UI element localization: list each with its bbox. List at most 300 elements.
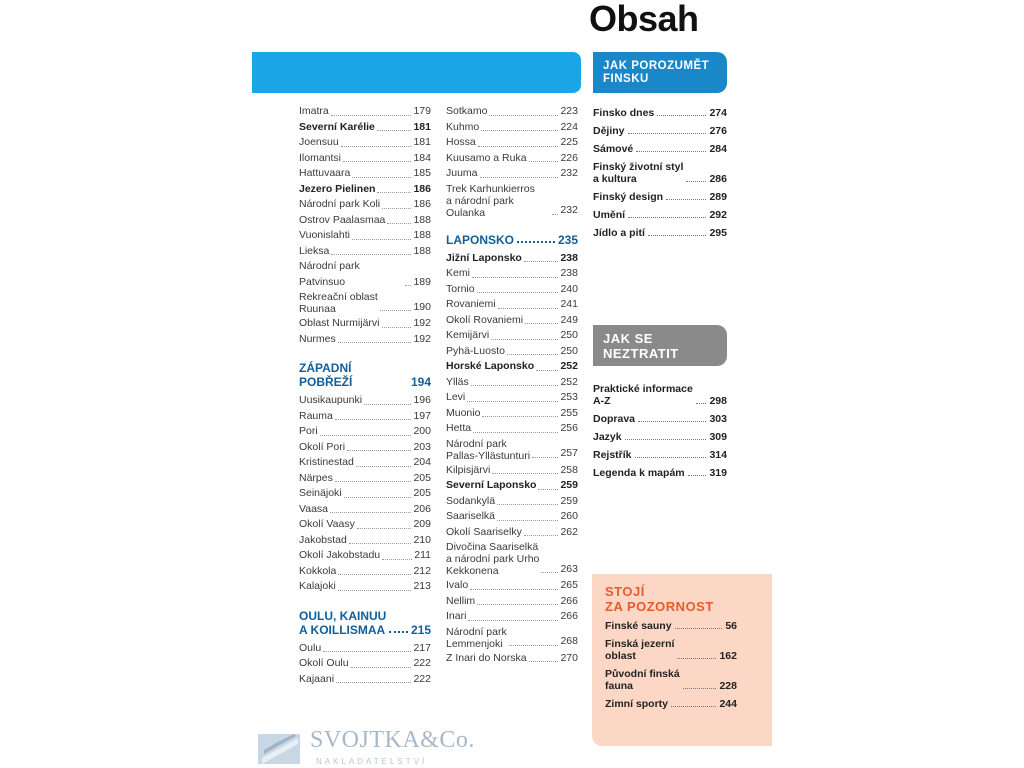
dot-leader — [481, 130, 558, 131]
toc-entry — [299, 135, 431, 151]
toc-entry-name: Uusikaupunki — [299, 394, 363, 406]
toc-entry-name: Ostrov Paalasmaa — [299, 213, 386, 226]
dot-leader — [498, 308, 559, 309]
toc-section-heading — [299, 609, 431, 637]
toc-entry-name: Rejstřík — [593, 449, 632, 461]
toc-entry-name: Rovaniemi — [446, 298, 496, 310]
dot-leader — [472, 277, 559, 278]
toc-entry — [446, 313, 578, 329]
toc-page-number: 252 — [560, 360, 578, 372]
toc-page-number: 185 — [413, 167, 431, 179]
toc-entry — [446, 525, 578, 541]
toc-entry-name: Hattuvaara — [299, 167, 351, 179]
dot-leader — [507, 354, 559, 355]
toc-entry-name: Trek Karhunkierros a národní park Oulanka — [446, 182, 535, 219]
toc-entry-name: Inari — [446, 610, 467, 622]
dot-leader — [349, 543, 412, 544]
toc-page-number: 292 — [709, 209, 727, 221]
toc-entry-name: Juuma — [446, 167, 478, 179]
toc-entry — [299, 259, 431, 290]
toc-entry — [299, 486, 431, 502]
toc-entry-name: Z Inari do Norska — [446, 651, 527, 664]
toc-page-number: 262 — [560, 525, 578, 538]
toc-page-number: 212 — [413, 564, 431, 577]
toc-entry-name: Ilomantsi — [299, 151, 342, 164]
toc-page-number: 250 — [560, 344, 578, 357]
toc-entry-name: Pori — [299, 425, 318, 437]
toc-entry-name: Doprava — [593, 413, 636, 425]
tab-survival-guide: JAK SE NEZTRATIT — [593, 325, 727, 366]
dot-leader — [509, 645, 559, 646]
toc-entry-name: Rauma — [299, 409, 333, 422]
toc-page-number: 189 — [413, 275, 431, 288]
toc-entry — [446, 541, 578, 577]
understand-finland-list — [593, 107, 727, 245]
dot-leader — [477, 604, 558, 605]
toc-entry-name: Kalajoki — [299, 580, 336, 592]
toc-entry-name: Hetta — [446, 422, 472, 434]
toc-page-number: 235 — [557, 232, 578, 247]
toc-entry — [446, 328, 578, 344]
dot-leader — [335, 419, 412, 420]
toc-entry — [446, 421, 578, 437]
toc-page-number: 162 — [719, 650, 737, 662]
toc-page-number: 232 — [560, 204, 578, 216]
toc-entry — [299, 151, 431, 167]
highlight-title: STOJÍ ZA POZORNOST — [605, 584, 714, 614]
toc-entry — [299, 197, 431, 213]
toc-entry-name: Saariselkä — [446, 510, 496, 522]
dot-leader — [696, 403, 707, 404]
toc-page-number: 274 — [709, 107, 727, 119]
toc-page-number: 56 — [725, 620, 737, 632]
toc-entry-name: Okolí Oulu — [299, 657, 349, 669]
dot-leader — [666, 199, 706, 200]
dot-leader — [352, 239, 411, 240]
highlight-list — [605, 620, 737, 716]
toc-entry-name: Levi — [446, 391, 466, 403]
toc-entry — [299, 316, 431, 332]
toc-entry — [299, 471, 431, 487]
dot-leader — [338, 342, 412, 343]
toc-entry-name: Pyhä-Luosto — [446, 344, 505, 357]
dot-leader — [491, 339, 558, 340]
dot-leader — [338, 574, 411, 575]
toc-entry-name: Nurmes — [299, 332, 336, 345]
toc-entry — [593, 413, 727, 425]
toc-entry-name: Sámové — [593, 143, 634, 155]
toc-entry-name: Seinäjoki — [299, 487, 342, 499]
toc-entry — [446, 509, 578, 525]
dot-leader — [525, 323, 558, 324]
dot-leader — [352, 177, 411, 178]
toc-entry — [593, 143, 727, 155]
toc-entry-name: Severní Karélie — [299, 120, 375, 133]
toc-entry — [605, 668, 737, 692]
toc-page-number: 186 — [413, 198, 431, 210]
toc-entry-name: Dějiny — [593, 125, 625, 137]
dot-leader — [524, 535, 559, 536]
toc-page-number: 258 — [560, 463, 578, 476]
toc-entry-name: Umění — [593, 209, 626, 221]
dot-leader — [552, 214, 558, 215]
toc-entry-name: LAPONSKO — [446, 232, 515, 247]
dot-leader — [657, 115, 706, 116]
toc-entry — [446, 463, 578, 479]
toc-entry-name: Národní park Lemmenjoki — [446, 625, 507, 650]
dot-leader — [382, 559, 412, 560]
dot-leader — [338, 590, 412, 591]
toc-page-number: 228 — [719, 680, 737, 692]
dot-leader — [625, 439, 707, 440]
toc-entry — [593, 383, 727, 407]
toc-entry-name: Kemi — [446, 267, 470, 279]
dot-leader — [497, 504, 558, 505]
toc-entry — [446, 438, 578, 462]
toc-entry-name: Finský design — [593, 191, 664, 203]
toc-entry — [593, 449, 727, 461]
toc-column-1 — [299, 104, 431, 687]
toc-entry — [446, 104, 578, 120]
toc-entry-name: OULU, KAINUU A KOILLISMAA — [299, 608, 387, 637]
toc-page-number: 181 — [413, 120, 431, 133]
toc-entry-name: Kokkola — [299, 564, 337, 577]
publisher-subtitle: NAKLADATELSTVÍ — [316, 757, 428, 766]
dot-leader — [382, 327, 412, 328]
dot-leader — [347, 450, 411, 451]
toc-entry-name: Národní park Pallas-Yllästunturi — [446, 437, 531, 462]
toc-entry — [446, 578, 578, 594]
dot-leader — [688, 475, 707, 476]
dot-leader — [532, 457, 558, 458]
toc-entry-name: Okolí Vaasy — [299, 518, 355, 530]
toc-page-number: 249 — [560, 313, 578, 326]
toc-entry — [299, 672, 431, 688]
toc-entry-name: Finská jezerní oblast — [605, 638, 675, 662]
toc-entry-name: Finský životní styl a kultura — [593, 161, 684, 185]
dot-leader — [517, 241, 555, 243]
toc-entry-name: Imatra — [299, 105, 329, 117]
toc-entry — [593, 227, 727, 239]
toc-entry — [605, 698, 737, 710]
toc-entry — [299, 533, 431, 549]
toc-entry-name: Finské sauny — [605, 620, 672, 632]
dot-leader — [536, 370, 558, 371]
dot-leader — [529, 661, 559, 662]
toc-entry-name: Národní park Patvinsuo — [299, 260, 360, 288]
toc-page-number: 263 — [560, 562, 578, 575]
toc-entry — [299, 213, 431, 229]
toc-page-number: 259 — [560, 479, 578, 491]
toc-entry-name: Národní park Koli — [299, 198, 381, 210]
toc-entry-name: Kilpisjärvi — [446, 463, 491, 476]
toc-page-number: 256 — [560, 422, 578, 434]
dot-leader — [470, 589, 558, 590]
toc-entry-name: Severní Laponsko — [446, 479, 537, 491]
dot-leader — [335, 481, 412, 482]
toc-entry-name: Jižní Laponsko — [446, 251, 522, 264]
dot-leader — [636, 151, 706, 152]
toc-entry-name: Okolí Jakobstadu — [299, 549, 381, 561]
toc-page-number: 276 — [709, 125, 727, 137]
toc-entry — [299, 182, 431, 198]
toc-entry-name: Tornio — [446, 282, 475, 295]
toc-entry — [446, 406, 578, 422]
dot-leader — [471, 385, 559, 386]
toc-entry — [299, 120, 431, 136]
toc-entry — [446, 135, 578, 151]
dot-leader — [492, 473, 558, 474]
toc-entry-name: Vaasa — [299, 502, 328, 515]
toc-page-number: 224 — [560, 120, 578, 133]
dot-leader — [336, 682, 411, 683]
toc-entry — [593, 431, 727, 443]
toc-page-number: 225 — [560, 136, 578, 148]
page-title: Obsah — [589, 0, 699, 39]
toc-entry — [299, 517, 431, 533]
toc-page-number: 222 — [413, 657, 431, 669]
toc-entry-name: Zimní sporty — [605, 698, 669, 710]
dot-leader — [405, 285, 411, 286]
toc-page-number: 260 — [560, 510, 578, 522]
toc-page-number: 184 — [413, 151, 431, 164]
toc-page-number: 252 — [560, 375, 578, 388]
toc-entry — [299, 228, 431, 244]
toc-section-heading — [446, 233, 578, 247]
toc-entry-name: Praktické informace A-Z — [593, 383, 693, 407]
dot-leader — [529, 161, 559, 162]
toc-page-number: 265 — [560, 579, 578, 591]
toc-page-number: 209 — [413, 518, 431, 530]
toc-page-number: 319 — [709, 467, 727, 479]
dot-leader — [489, 115, 558, 116]
toc-entry — [446, 390, 578, 406]
toc-entry-name: Divočina Saariselkä a národní park Urho Kekkonena — [446, 541, 540, 577]
dot-leader — [478, 146, 559, 147]
dot-leader — [477, 292, 559, 293]
dot-leader — [341, 146, 412, 147]
toc-entry — [299, 291, 431, 315]
tab-understand-finland: JAK POROZUMĚT FINSKU — [593, 52, 727, 93]
toc-page-number: 206 — [413, 502, 431, 515]
dot-leader — [467, 401, 558, 402]
toc-entry-name: Finsko dnes — [593, 107, 655, 119]
toc-entry — [299, 409, 431, 425]
dot-leader — [382, 208, 411, 209]
toc-entry-name: Jazyk — [593, 431, 622, 443]
toc-entry — [299, 564, 431, 580]
toc-entry — [299, 104, 431, 120]
toc-entry-name: Nellim — [446, 594, 476, 607]
toc-page-number: 295 — [709, 227, 727, 239]
dot-leader — [677, 658, 716, 659]
dot-leader — [380, 310, 412, 311]
toc-entry-name: Muonio — [446, 406, 481, 419]
toc-page-number: 303 — [709, 413, 727, 425]
toc-entry — [593, 467, 727, 479]
toc-entry-name: Ylläs — [446, 375, 469, 388]
dot-leader — [331, 115, 412, 116]
publisher-logo-icon — [258, 730, 304, 766]
toc-entry — [446, 344, 578, 360]
dot-leader — [387, 223, 411, 224]
dot-leader — [480, 177, 559, 178]
toc-entry — [446, 359, 578, 375]
toc-entry-name: Jakobstad — [299, 533, 347, 546]
toc-entry — [299, 455, 431, 471]
toc-page-number: 215 — [410, 622, 431, 637]
toc-page-number: 266 — [560, 610, 578, 622]
toc-page-number: 241 — [560, 298, 578, 310]
toc-entry — [446, 151, 578, 167]
dot-leader — [351, 667, 412, 668]
dot-leader — [675, 628, 723, 629]
toc-entry-name: Jezero Pielinen — [299, 182, 376, 195]
toc-entry-name: Kajaani — [299, 672, 335, 685]
dot-leader — [648, 235, 707, 236]
toc-page-number: 222 — [413, 672, 431, 685]
toc-entry-name: Kristinestad — [299, 456, 354, 468]
dot-leader — [323, 651, 411, 652]
dot-leader — [468, 620, 558, 621]
toc-entry-name: Jídlo a pití — [593, 227, 645, 239]
toc-entry-name: Okolí Pori — [299, 440, 346, 453]
toc-page-number: 213 — [413, 580, 431, 592]
toc-entry — [446, 626, 578, 650]
toc-page-number: 268 — [560, 635, 578, 647]
toc-entry — [446, 166, 578, 182]
toc-section-heading — [299, 361, 431, 389]
toc-page-number: 186 — [413, 182, 431, 195]
publisher-name: SVOJTKA&Co. — [310, 727, 475, 753]
toc-entry-name: Hossa — [446, 136, 476, 148]
toc-page-number: 188 — [413, 229, 431, 241]
toc-entry-name: Ivalo — [446, 579, 469, 591]
toc-page-number: 197 — [413, 409, 431, 422]
dot-leader — [331, 254, 411, 255]
toc-entry — [446, 651, 578, 667]
toc-entry — [446, 266, 578, 282]
toc-page-number: 284 — [709, 143, 727, 155]
toc-page-number: 253 — [560, 391, 578, 403]
toc-entry — [446, 120, 578, 136]
toc-entry-name: Legenda k mapám — [593, 467, 685, 479]
toc-entry — [593, 125, 727, 137]
toc-entry — [605, 638, 737, 662]
toc-entry-name: Kemijärvi — [446, 329, 490, 341]
toc-entry — [299, 579, 431, 595]
toc-entry-name: ZÁPADNÍ POBŘEŽÍ — [299, 361, 353, 389]
toc-entry-name: Horské Laponsko — [446, 360, 535, 372]
toc-column-2 — [446, 104, 578, 666]
toc-page-number: 190 — [413, 300, 431, 313]
toc-page-number: 232 — [560, 167, 578, 179]
dot-leader — [377, 192, 411, 193]
toc-entry — [299, 440, 431, 456]
toc-entry — [299, 393, 431, 409]
toc-entry — [593, 209, 727, 221]
toc-entry-name: Sotkamo — [446, 105, 488, 117]
toc-page-number: 240 — [560, 282, 578, 295]
dot-leader — [473, 432, 558, 433]
toc-page-number: 257 — [560, 447, 578, 459]
toc-entry — [299, 548, 431, 564]
toc-page-number: 217 — [413, 641, 431, 654]
toc-entry — [593, 107, 727, 119]
toc-page-number: 223 — [560, 105, 578, 117]
toc-page-number: 192 — [413, 332, 431, 345]
dot-leader — [638, 421, 706, 422]
dot-leader — [628, 133, 707, 134]
dot-leader — [686, 181, 706, 182]
toc-page-number: 289 — [709, 191, 727, 203]
header-color-bar — [252, 52, 581, 93]
toc-page-number: 204 — [413, 456, 431, 468]
toc-entry-name: Kuhmo — [446, 120, 480, 133]
dot-leader — [330, 512, 411, 513]
toc-page-number: 205 — [413, 487, 431, 499]
toc-entry — [446, 594, 578, 610]
toc-page-number: 238 — [560, 267, 578, 279]
toc-page-number: 298 — [709, 395, 727, 407]
dot-leader — [364, 404, 411, 405]
toc-entry — [299, 332, 431, 348]
dot-leader — [671, 706, 716, 707]
dot-leader — [497, 520, 558, 521]
toc-page-number: 266 — [560, 594, 578, 607]
toc-entry — [446, 375, 578, 391]
toc-page-number: 226 — [560, 151, 578, 164]
toc-entry-name: Närpes — [299, 471, 333, 484]
toc-entry-name: Kuusamo a Ruka — [446, 151, 527, 164]
toc-entry-name: Původní finská fauna — [605, 668, 680, 692]
toc-entry — [299, 166, 431, 182]
toc-entry-name: Joensuu — [299, 136, 339, 148]
toc-page-number: 244 — [719, 698, 737, 710]
toc-page-number: 259 — [560, 494, 578, 507]
toc-entry-name: Vuonislahti — [299, 229, 350, 241]
toc-page-number: 181 — [413, 136, 431, 148]
dot-leader — [357, 528, 412, 529]
survival-guide-list — [593, 383, 727, 485]
toc-entry — [446, 478, 578, 494]
toc-entry — [299, 244, 431, 260]
toc-entry — [446, 609, 578, 625]
dot-leader — [320, 435, 412, 436]
toc-entry-name: Oblast Nurmijärvi — [299, 317, 380, 329]
toc-entry — [299, 502, 431, 518]
dot-leader — [635, 457, 707, 458]
toc-page-number: 211 — [414, 549, 431, 561]
toc-page-number: 194 — [410, 375, 431, 389]
toc-entry — [446, 494, 578, 510]
dot-leader — [683, 688, 717, 689]
toc-page-number: 188 — [413, 244, 431, 257]
toc-page-number: 314 — [709, 449, 727, 461]
toc-entry-name: Okolí Rovaniemi — [446, 313, 524, 326]
toc-page-number: 205 — [413, 471, 431, 484]
toc-page-number: 192 — [413, 317, 431, 329]
toc-page-number: 203 — [413, 440, 431, 453]
toc-page-number: 179 — [413, 105, 431, 117]
dot-leader — [343, 161, 411, 162]
toc-entry — [299, 424, 431, 440]
dot-leader — [524, 261, 559, 262]
dot-leader — [482, 416, 558, 417]
dot-leader — [541, 572, 558, 573]
toc-page-number: 286 — [709, 173, 727, 185]
toc-entry-name: Sodankylä — [446, 494, 496, 507]
